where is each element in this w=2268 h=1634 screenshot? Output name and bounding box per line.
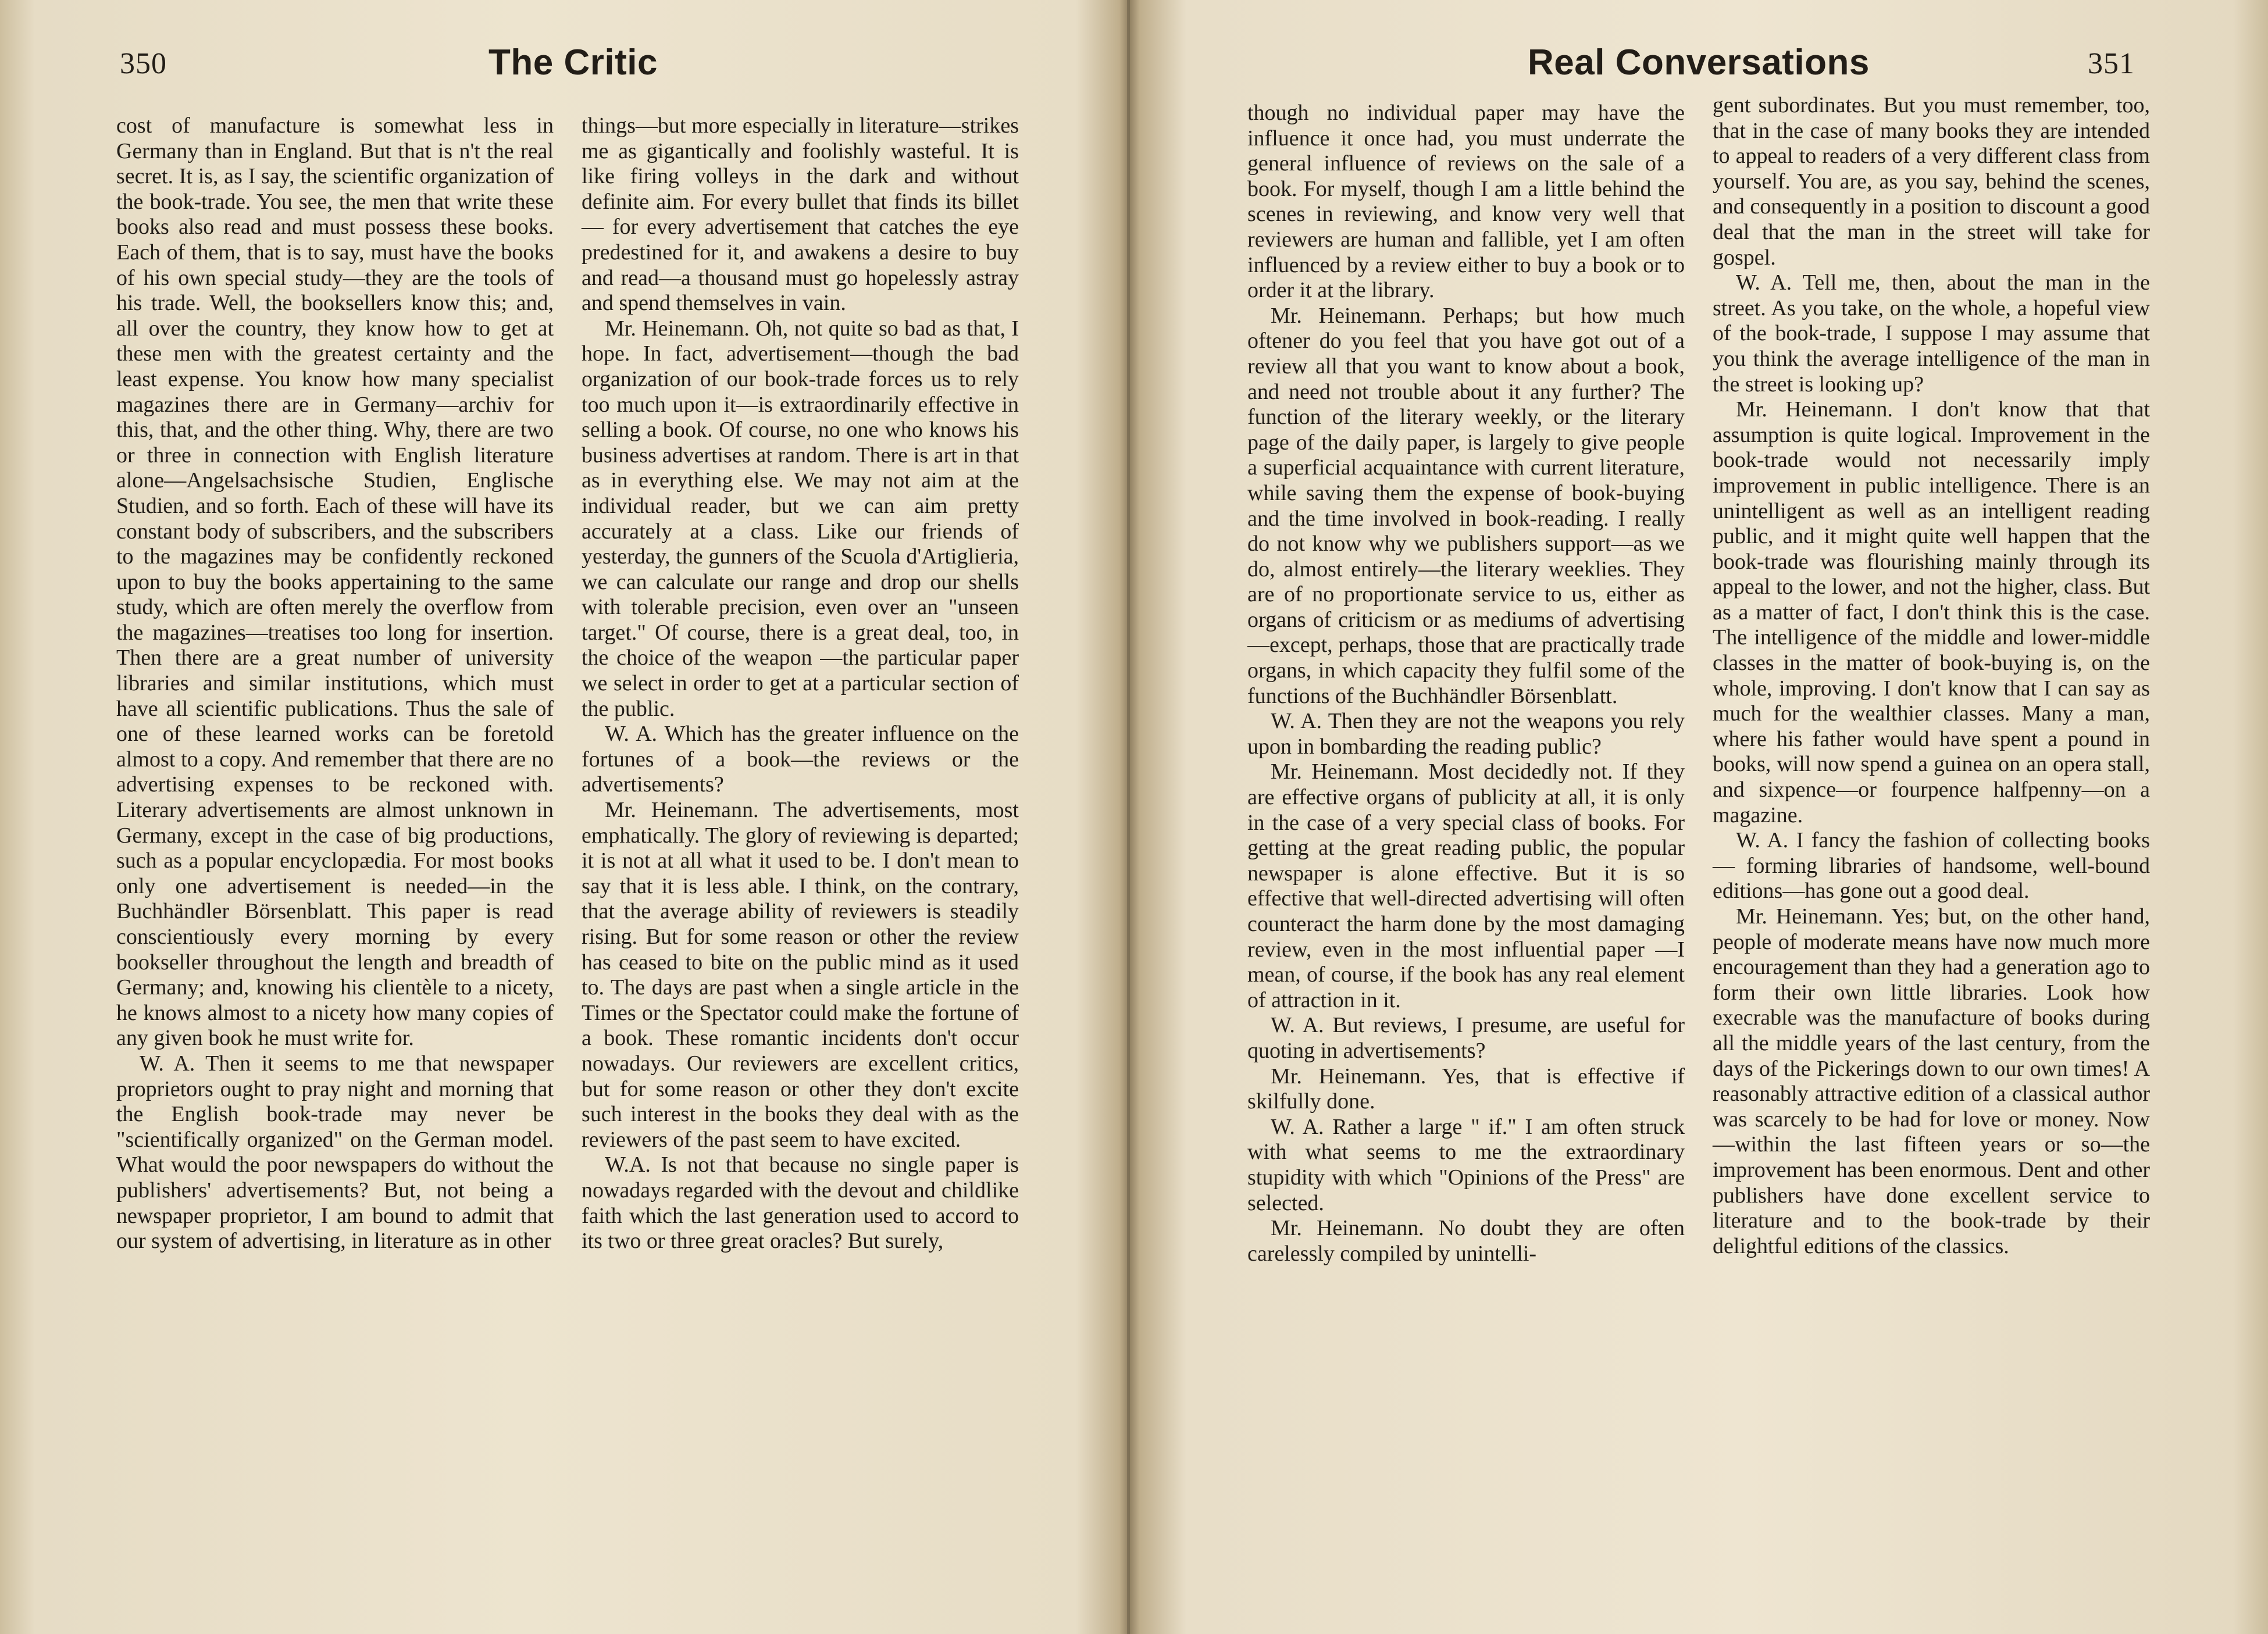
paragraph: W.A. Is not that because no single paper is nowadays regarded with the devout and childlike faith which the last generation used to accord to its two or three great oracles? But surely,: [582, 1153, 1019, 1254]
paragraph: things—but more especially in literature—strikes me as gigantically and foolishly wasteful. It is like firing volleys in the dark and without definite aim. For every bullet that finds its billet — for every advertisement that catches the eye predestined for it, and awakens a desire to buy and read—a thousand must go hopelessly astray and spend themselves in vain.: [582, 113, 1019, 316]
paragraph: Mr. Heinemann. I don't know that that assumption is quite logical. Improvement in the book-trade would not necessarily imply improvement in public intelligence. There is an unintelligent as well as an intelligent reading public, and it might quite well happen that the book-trade was flourishing mainly through its appeal to the lower, and not the higher, class. But as a matter of fact, I don't think this is the case. The intelligence of the middle and lower-middle classes in the matter of book-buying is, on the whole, improving. I don't know that I can say as much for the wealthier classes. Many a man, where his father would have spent a pound in books, will now spend a guinea on an opera stall, and sixpence—or fourpence halfpenny—on a magazine.: [1713, 397, 2150, 827]
paragraph: W. A. Tell me, then, about the man in the street. As you take, on the whole, a hopeful view of the book-trade, I suppose I may assume that you think the average intelligence of the man in the street is looking up?: [1713, 270, 2150, 397]
paragraph: W. A. Then it seems to me that newspaper proprietors ought to pray night and morning that the English book-trade may never be "scientifically organized" on the German model. What would the poor newspapers do without the publishers' advertisements? But, not being a newspaper proprietor, I am bound to admit that our system of advertising, in literature as in other: [116, 1051, 554, 1254]
paragraph: though no individual paper may have the influence it once had, you must underrate the general influence of reviews on the sale of a book. For myself, though I am a little behind the scenes in reviewing, and know very well that reviewers are human and fallible, yet I am often influenced by a review either to buy a book or to order it at the library.: [1247, 101, 1685, 303]
paragraph: Mr. Heinemann. The advertisements, most emphatically. The glory of reviewing is departed; it is not at all what it used to be. I don't mean to say that it is less able. I think, on the contrary, that the average ability of reviewers is steadily rising. But for some reason or other the review has ceased to bite on the public mind as it used to. The days are past when a single article in the Times or the Spectator could make the fortune of a book. These romantic incidents don't occur nowadays. Our reviewers are excellent critics, but for some reason or other they don't excite such interest in the books they deal with as the reviewers of the past seem to have excited.: [582, 798, 1019, 1152]
page-number: 350: [120, 47, 167, 80]
text-column-2: [582, 113, 1019, 1254]
paragraph: gent subordinates. But you must remember, too, that in the case of many books they are intended to appeal to readers of a very different class from yourself. You are, as you say, behind the scenes, and consequently in a position to discount a good deal that the man in the street will take for gospel.: [1713, 93, 2150, 270]
paragraph: W. A. I fancy the fashion of collecting books — forming libraries of handsome, well-bound editions—has gone out a good deal.: [1713, 828, 2150, 904]
left-page: [0, 0, 1125, 1634]
book-gutter: [1127, 0, 1130, 1634]
paragraph: Mr. Heinemann. Yes; but, on the other hand, people of moderate means have now much more encouragement than they had a generation ago to form their own little libraries. Look how execrable was the manufacture of books during all the middle years of the last century, from the days of the Pickerings down to our own times! A reasonably attractive edition of a classical author was scarcely to be had for love or money. Now—within the last fifteen years or so—the improvement has been enormous. Dent and other publishers have done excellent service to literature and to the book-trade by their delightful editions of the classics.: [1713, 904, 2150, 1258]
paragraph: Mr. Heinemann. Most decidedly not. If they are effective organs of publicity at all, it is only in the case of a very special class of books. For getting at the great reading public, the popular newspaper is alone effective. But it is so effective that well-directed advertising will often counteract the harm done by the most damaging review, even in the most influential paper —I mean, of course, if the book has any real element of attraction in it.: [1247, 759, 1685, 1012]
paragraph: W. A. Rather a large " if." I am often struck with what seems to me the extraordinary stupidity with which "Opinions of the Press" are selected.: [1247, 1114, 1685, 1215]
paragraph: Mr. Heinemann. Perhaps; but how much oftener do you feel that you have got out of a review all that you want to know about a book, and need not trouble about it any further? The function of the literary weekly, or the literary page of the daily paper, is largely to give people a superficial acquaintance with current literature, while saving them the expense of book-buying and the time involved in book-reading. I really do not know why we publishers support—as we do, almost entirely—the literary weeklies. They are of no proportionate service to us, either as organs of criticism or as mediums of advertising—except, perhaps, those that are practically trade organs, in which capacity they fulfil some of the functions of the Buchhändler Börsenblatt.: [1247, 303, 1685, 708]
paragraph: W. A. But reviews, I presume, are useful for quoting in advertisements?: [1247, 1013, 1685, 1063]
running-title: Real Conversations: [1528, 42, 1870, 83]
paragraph: W. A. Which has the greater influence on the fortunes of a book—the reviews or the advertisements?: [582, 722, 1019, 797]
paragraph: Mr. Heinemann. Oh, not quite so bad as that, I hope. In fact, advertisement—though the bad organization of our book-trade forces us to rely too much upon it—is extraordinarily effective in selling a book. Of course, no one who knows his business advertises at random. There is art in that as in everything else. We may not aim at the individual reader, but we can aim pretty accurately at a class. Like our friends of yesterday, the gunners of the Scuola d'Artiglieria, we can calculate our range and drop our shells with tolerable precision, even over an "unseen target." Of course, there is a great deal, too, in the choice of the weapon —the particular paper we select in order to get at a particular section of the public.: [582, 316, 1019, 721]
page-number: 351: [2088, 47, 2135, 80]
paragraph: Mr. Heinemann. Yes, that is effective if skilfully done.: [1247, 1064, 1685, 1114]
paragraph: W. A. Then they are not the weapons you rely upon in bombarding the reading public?: [1247, 709, 1685, 759]
paragraph: Mr. Heinemann. No doubt they are often carelessly compiled by unintelli-: [1247, 1216, 1685, 1266]
running-title: The Critic: [488, 42, 658, 83]
text-column-1: [116, 113, 554, 1254]
right-page: [1131, 0, 2268, 1634]
text-column-2: [1713, 93, 2150, 1259]
text-column-1: [1247, 101, 1685, 1266]
paragraph: cost of manufacture is somewhat less in Germany than in England. But that is n't the real secret. It is, as I say, the scientific organization of the book-trade. You see, the men that write these books also read and must possess these books. Each of them, that is to say, must have the books of his own special study—they are the tools of his trade. Well, the booksellers know this; and, all over the country, they know how to get at these men with the greatest certainty and the least expense. You know how many specialist magazines there are in Germany—archiv for this, that, and the other thing. Why, there are two or three in connection with English literature alone—Angelsachsische Studien, Englische Studien, and so forth. Each of these will have its constant body of subscribers, and the subscribers to the magazines may be confidently reckoned upon to buy the books appertaining to the same study, which are often merely the overflow from the magazines—treatises too long for insertion. Then there are a great number of university libraries and similar institutions, which must have all scientific publications. Thus the sale of one of these learned works can be foretold almost to a copy. And remember that there are no advertising expenses to be reckoned with. Literary advertisements are almost unknown in Germany, except in the case of big productions, such as a popular encyclopædia. For most books only one advertisement is needed—in the Buchhändler Börsenblatt. This paper is read conscientiously every morning by every bookseller throughout the length and breadth of Germany; and, knowing his clientèle to a nicety, he knows almost to a nicety how many copies of any given book he must write for.: [116, 113, 554, 1051]
left-page-header: [0, 0, 1125, 116]
